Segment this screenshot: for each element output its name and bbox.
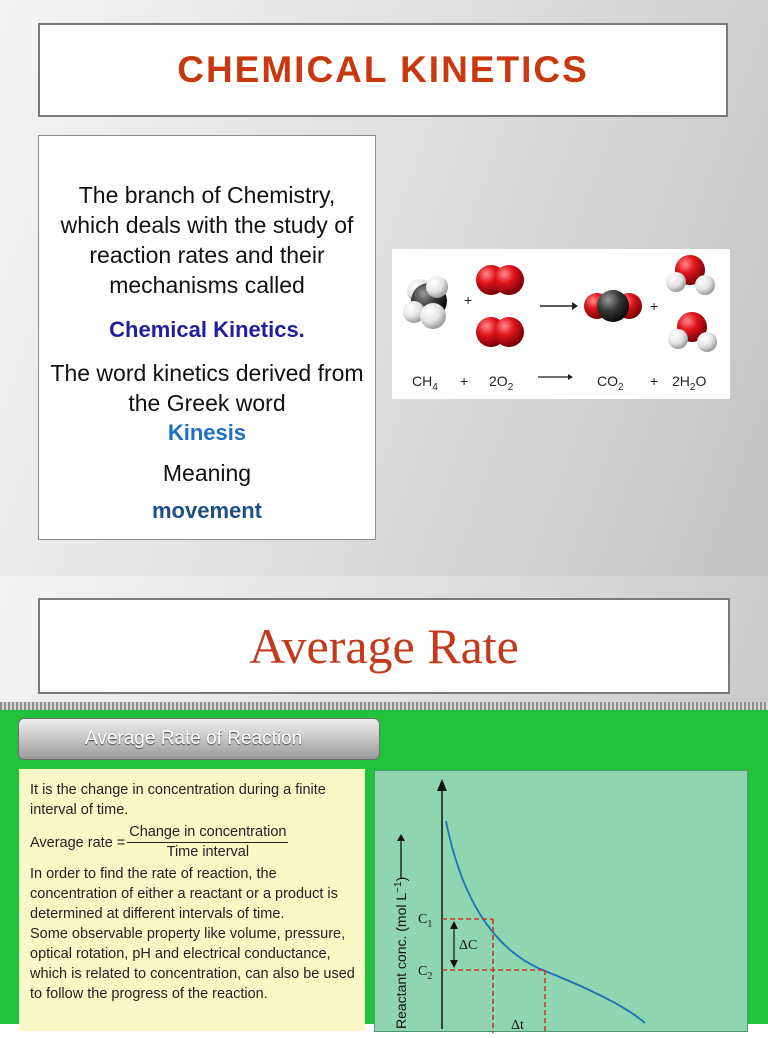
y-axis-label: [393, 834, 409, 1029]
term-highlight: Chemical Kinetics.: [109, 317, 305, 342]
formula: [30, 823, 365, 862]
origin-text: The word kinetics derived from the Greek word: [50, 360, 364, 416]
delta-guides: [442, 919, 545, 1033]
paragraph-3: Some observable property like volume, pressure, optical rotation, pH and electrical conductance, which is related to concentration, can also be used to follow the progress of the reaction.: [30, 926, 355, 1002]
intro-text: It is the change in concentration during a finite interval of time.: [30, 782, 326, 818]
methane-molecule: [403, 276, 448, 329]
slide-title: CHEMICAL KINETICS: [177, 49, 589, 90]
meaning-word: movement: [151, 498, 263, 523]
equation-arrow-icon: [538, 374, 573, 380]
oxygen-molecule-bottom: [476, 317, 524, 347]
delta-c-arrow-icon: [450, 921, 458, 968]
equation-plus: +: [650, 373, 659, 389]
delta-t-label: Δt: [511, 1018, 524, 1033]
plus-sign: +: [650, 298, 659, 314]
svg-text:Reactant conc. (mol L−1): Reactant conc. (mol $L^{-1}$): [393, 876, 409, 1029]
average-rate-panel: [0, 702, 768, 1033]
methane-combustion-diagram: [392, 249, 730, 399]
water-molecule-top: [666, 255, 715, 295]
slide-title: Average Rate: [249, 618, 519, 674]
title-box: [38, 23, 728, 117]
concentration-curve: [446, 821, 645, 1023]
meaning-label: Meaning: [162, 460, 252, 486]
greek-word: Kinesis: [167, 420, 247, 445]
c2-label: $C_2$: [418, 964, 433, 982]
formula-numerator: Change in concentration: [127, 823, 288, 843]
reaction-image: [392, 249, 730, 399]
definition-text: The branch of Chemistry, which deals with the study of reaction rates and their mechanisms called: [60, 182, 354, 298]
carbon-dioxide-molecule: [584, 290, 642, 322]
oxygen-molecule-top: [476, 265, 524, 295]
formula-label: Average rate =: [30, 834, 126, 851]
c1-label: $C_1$: [418, 912, 433, 930]
delta-c-label: ΔC: [459, 938, 478, 953]
slide-average-rate: [0, 576, 768, 1033]
panel-tab-label: Average Rate of Reaction: [85, 728, 303, 749]
reaction-arrow-icon: [540, 302, 578, 310]
y-axis: [437, 779, 447, 1029]
equation-ch4: $CH_4$: [412, 373, 438, 393]
concentration-time-plot: [375, 771, 749, 1033]
hatched-border: [0, 702, 768, 710]
definition-box: [38, 135, 376, 540]
definition-panel: [19, 769, 365, 1031]
equation-plus: +: [460, 373, 469, 389]
panel-tab: [18, 718, 380, 760]
formula-fraction: [127, 823, 288, 862]
equation-h2o: $2H_2O$: [672, 373, 707, 393]
water-molecule-bottom: [668, 312, 717, 352]
y-axis-arrow-icon: [397, 834, 405, 879]
formula-denominator: Time interval: [166, 844, 250, 860]
equation-co2: $CO_2$: [597, 373, 624, 393]
title-box: [38, 598, 730, 694]
paragraph-2: In order to find the rate of reaction, the concentration of either a reactant or a product is determined at different intervals of time.: [30, 866, 338, 922]
plus-sign: +: [464, 292, 473, 308]
equation-o2: $2O_2$: [489, 373, 514, 393]
concentration-graph: [374, 770, 748, 1032]
